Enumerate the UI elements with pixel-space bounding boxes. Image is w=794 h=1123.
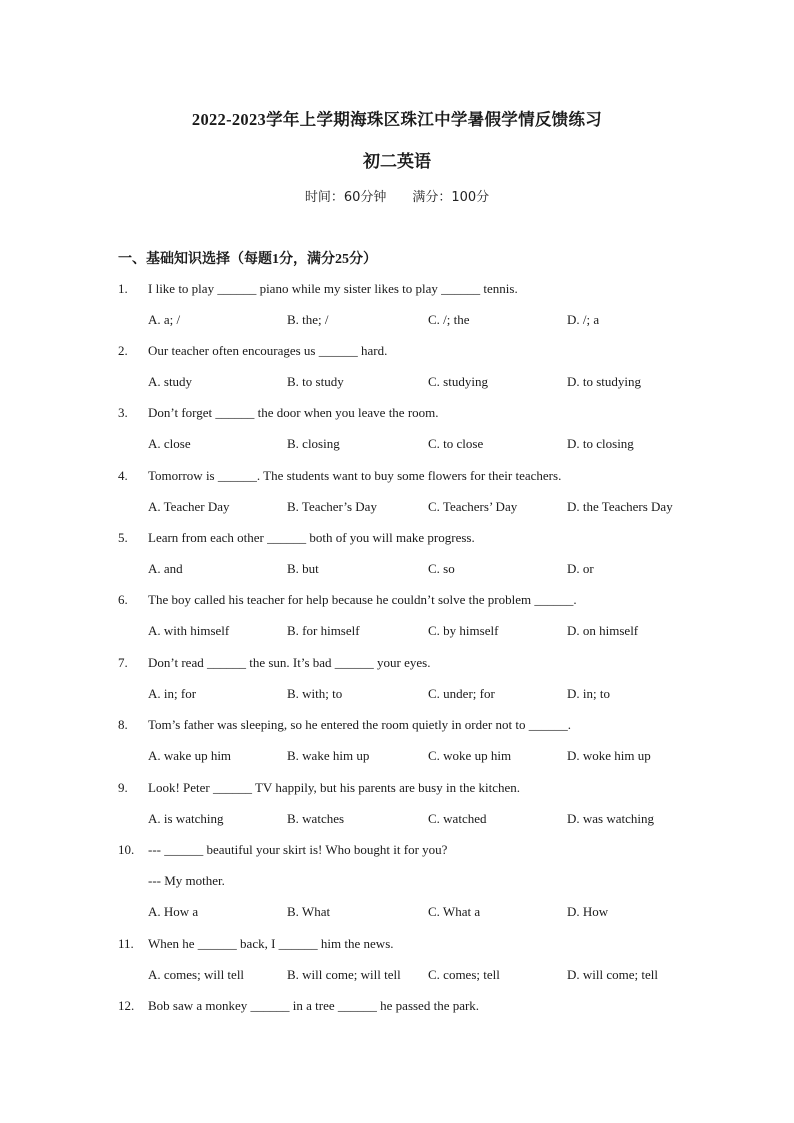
option-a: A. with himself [148, 623, 230, 638]
question-number: 7. [118, 655, 128, 670]
question-number: 3. [118, 405, 128, 420]
option-d: D. the Teachers Day [567, 499, 673, 514]
question-number: 8. [118, 717, 128, 732]
question-text: Learn from each other ______ both of you will make progress. [148, 530, 475, 545]
exam-title: 2022-2023学年上学期海珠区珠江中学暑假学情反馈练习 [191, 110, 603, 129]
option-d: D. in; to [567, 686, 610, 701]
option-d: D. or [567, 561, 594, 576]
option-b: B. will come; will tell [287, 967, 401, 982]
option-d: D. on himself [567, 623, 639, 638]
option-b: B. for himself [287, 623, 360, 638]
exam-time: 时间：60分钟 [304, 190, 387, 205]
option-a: A. and [148, 561, 183, 576]
option-a: A. close [148, 436, 191, 451]
question-text: --- ______ beautiful your skirt is! Who bought it for you? [148, 842, 448, 857]
option-a: A. study [148, 374, 193, 389]
option-c: C. so [428, 561, 455, 576]
question-stem [118, 468, 561, 484]
question-text: I like to play ______ piano while my sister likes to play ______ tennis. [148, 281, 518, 296]
question-stem [118, 592, 577, 608]
question-number: 5. [118, 530, 128, 545]
option-c: C. watched [428, 811, 487, 826]
exam-score: 满分：100分 [412, 190, 490, 205]
option-b: B. but [287, 561, 319, 576]
question-text: The boy called his teacher for help because he couldn’t solve the problem ______. [148, 592, 577, 607]
exam-meta [0, 186, 794, 205]
option-b: B. the; / [287, 312, 329, 327]
question-stem [118, 780, 520, 796]
option-a: A. in; for [148, 686, 197, 701]
option-b: B. closing [287, 436, 340, 451]
question-number: 10. [118, 842, 135, 857]
option-b: B. with; to [287, 686, 343, 701]
option-a: A. How a [148, 904, 199, 919]
option-d: D. will come; tell [567, 967, 658, 982]
option-d: D. to studying [567, 374, 642, 389]
question-text: Tom’s father was sleeping, so he entered the room quietly in order not to ______. [148, 717, 571, 732]
question-text: Don’t read ______ the sun. It’s bad ______ your eyes. [148, 655, 431, 670]
option-c: C. Teachers’ Day [428, 499, 518, 514]
option-c: C. comes; tell [428, 967, 500, 982]
question-number: 12. [118, 998, 135, 1013]
question-stem [118, 405, 439, 421]
question-text: Bob saw a monkey ______ in a tree ______ he passed the park. [148, 998, 480, 1013]
option-c: C. under; for [428, 686, 495, 701]
option-c: C. woke up him [428, 748, 512, 763]
question-dialogue-reply: --- My mother. [148, 873, 225, 888]
option-a: A. a; / [148, 312, 181, 327]
option-c: C. by himself [428, 623, 499, 638]
option-b: B. What [287, 904, 331, 919]
exam-subject: 初二英语 [363, 152, 431, 171]
question-number: 4. [118, 468, 128, 483]
option-d: D. was watching [567, 811, 655, 826]
option-b: B. wake him up [287, 748, 370, 763]
option-c: C. What a [428, 904, 481, 919]
section-title: 一、基础知识选择（每题1分，满分25分） [118, 252, 377, 267]
option-c: C. studying [428, 374, 488, 389]
question-number: 6. [118, 592, 128, 607]
question-text: Our teacher often encourages us ______ hard. [148, 343, 388, 358]
option-d: D. to closing [567, 436, 634, 451]
option-d: D. How [567, 904, 609, 919]
question-number: 9. [118, 780, 128, 795]
question-text: Tomorrow is ______. The students want to buy some flowers for their teachers. [148, 468, 562, 483]
option-d: D. /; a [567, 312, 600, 327]
option-d: D. woke him up [567, 748, 651, 763]
question-stem [118, 842, 447, 858]
option-a: A. wake up him [148, 748, 232, 763]
question-stem [118, 998, 479, 1014]
option-b: B. to study [287, 374, 344, 389]
option-c: C. to close [428, 436, 484, 451]
question-number: 1. [118, 281, 128, 296]
option-b: B. Teacher’s Day [287, 499, 377, 514]
question-stem [118, 936, 394, 952]
question-number: 2. [118, 343, 128, 358]
question-text: When he ______ back, I ______ him the news. [148, 936, 394, 951]
question-stem [118, 343, 387, 359]
question-stem [118, 655, 430, 671]
option-c: C. /; the [428, 312, 470, 327]
option-a: A. Teacher Day [148, 499, 230, 514]
question-stem [118, 281, 518, 297]
question-stem [118, 530, 475, 546]
option-a: A. is watching [148, 811, 224, 826]
question-stem [118, 717, 571, 733]
question-text: Look! Peter ______ TV happily, but his parents are busy in the kitchen. [148, 780, 520, 795]
option-a: A. comes; will tell [148, 967, 245, 982]
question-number: 11. [118, 936, 134, 951]
option-b: B. watches [287, 811, 345, 826]
question-text: Don’t forget ______ the door when you leave the room. [148, 405, 439, 420]
